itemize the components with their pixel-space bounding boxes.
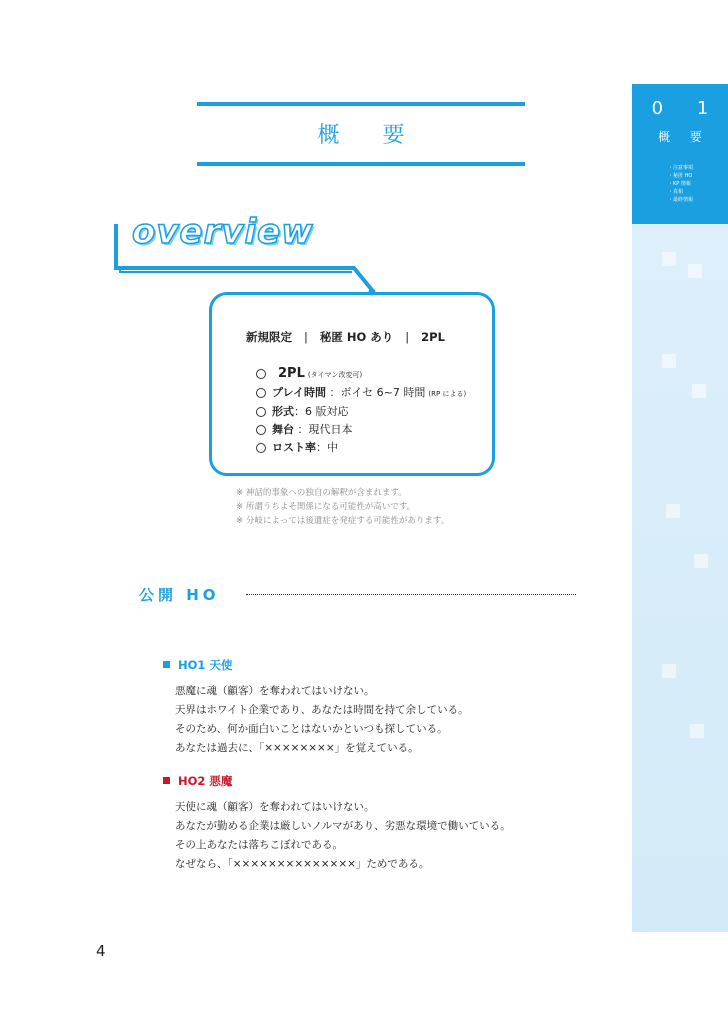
page-title: 概 要 [317,123,423,148]
ho1-lines [163,682,469,758]
spec-key: ロスト率 [272,441,316,454]
side-decor [662,354,676,368]
title-rule-top [197,102,525,106]
ho-line: そのため、何か面白いことはないかといつも探している。 [175,723,448,735]
spec-header-item: 2PL [421,330,445,344]
ho2-block [163,773,511,874]
spec-item [256,365,466,384]
page-number: 4 [96,942,106,960]
circle-icon [256,443,266,453]
spec-header [246,329,445,345]
title-rule-bottom [197,162,525,166]
square-icon [163,777,170,784]
side-decor [662,252,676,266]
ho-line: 天使に魂（顧客）を奪われてはいけない。 [175,801,375,813]
spec-item [256,403,466,421]
overview-heading: overview [132,212,314,252]
public-ho-heading: 公開 HO [139,586,220,604]
circle-icon [256,369,266,379]
toc-item[interactable]: ・ 真相 [668,188,693,196]
side-decor [662,664,676,678]
chapter-tab[interactable] [632,84,728,224]
ho2-title-text: HO2 悪魔 [178,774,233,788]
spec-item [256,439,466,457]
side-decor [666,504,680,518]
separator: | [304,330,308,344]
ho-line: 天界はホワイト企業であり、あなたは時間を持て余している。 [175,704,469,716]
ho2-title [163,773,511,789]
ho2-lines [163,798,511,874]
spec-key: 形式 [272,405,294,418]
ho1-title-text: HO1 天使 [178,658,233,672]
spec-item [256,384,466,403]
chapter-number: 0 1 [651,98,723,119]
square-icon [163,661,170,668]
side-decor [692,384,706,398]
spec-value: ：ボイセ 6~7 時間 [329,386,426,399]
side-decor [694,554,708,568]
toc-item[interactable]: ・ 最終情報 [668,196,693,204]
spec-value: ：中 [316,441,338,454]
ho-line: なぜなら、「××××××××××××××」ためである。 [175,858,430,870]
note: ※ 神話的事象への独自の解釈が含まれます。 [236,488,407,498]
spec-value: ：現代日本 [297,423,353,436]
ho-line: あなたが勤める企業は厳しいノルマがあり、劣悪な環境で働いている。 [175,820,511,832]
spec-key: 舞台 [272,423,294,436]
dotted-divider [246,594,576,595]
toc-item[interactable]: ・ 秘匿 HO [668,172,693,180]
ho1-block [163,657,469,758]
separator: | [405,330,410,344]
ho-line: その上あなたは落ちこぼれである。 [175,839,343,851]
circle-icon [256,388,266,398]
chapter-label: 概 要 [658,130,710,144]
ho-line: 悪魔に魂（顧客）を奪われてはいけない。 [175,685,375,697]
ho1-title [163,657,469,673]
circle-icon [256,425,266,435]
spec-list [256,365,466,457]
spec-note: (タイマン改変可) [307,371,363,379]
side-decor [690,724,704,738]
spec-key: 2PL [278,366,305,381]
notes-list [236,486,449,528]
side-decor [688,264,702,278]
circle-icon [256,407,266,417]
spec-item [256,421,466,439]
note: ※ 所謂うちよそ関係になる可能性が高いです。 [236,502,416,512]
spec-header-item: 秘匿 HO あり [319,330,394,344]
spec-header-item: 新規限定 [246,330,292,344]
chapter-toc [668,164,693,204]
toc-item[interactable]: ・ KP 情報 [668,180,693,188]
spec-note: (RP による) [428,390,467,398]
page-title-block [197,102,525,166]
toc-item[interactable]: ・ 注意事項 [668,164,693,172]
note: ※ 分岐によっては後遺症を発症する可能性があります。 [236,516,450,526]
spec-key: プレイ時間 [272,386,327,399]
spec-box [209,292,495,476]
spec-value: ：6 版対応 [294,405,349,418]
ho-line: あなたは過去に、「××××××××」を覚えている。 [175,742,419,754]
